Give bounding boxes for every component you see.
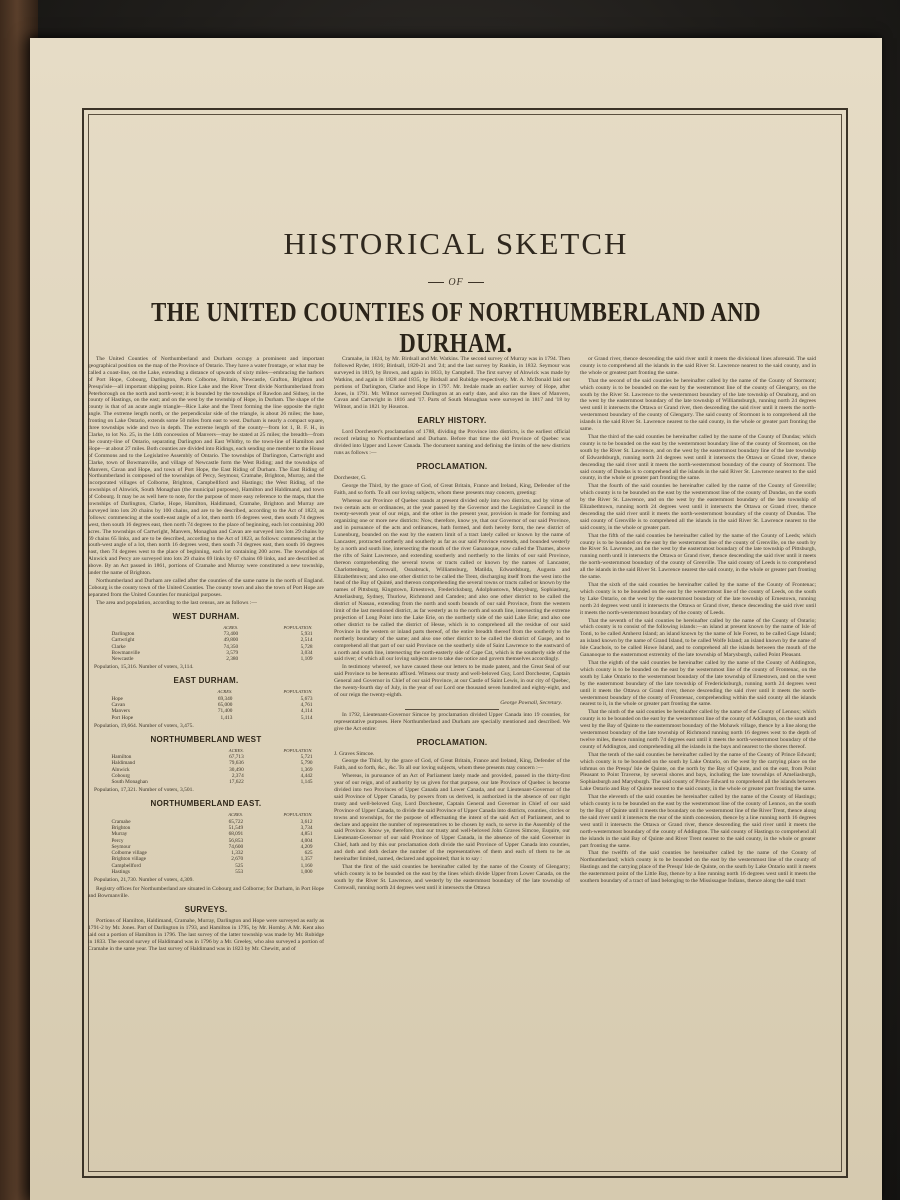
township-name: Cartwright (111, 637, 135, 644)
population-value: 5,931 (300, 630, 313, 637)
acres-value: 51,549 (228, 824, 244, 831)
population-value: 5,728 (300, 643, 313, 650)
population-value: 5,721 (300, 754, 313, 760)
acres-value: 65,722 (228, 818, 244, 825)
township-name: Murray (111, 831, 128, 838)
section-heading-west-durham: WEST DURHAM. (172, 611, 240, 621)
proclamation-signatory: Dorchester, G. (334, 474, 367, 481)
paragraph: That the tenth of the said counties be hereinafter called by the name of the County of Prince Edward; which county is to be bounded on the south by Lake Ontario, on the west by the carrying place on the isthmus on the Presqu' Isle de Quinte, on the north by the Bay of Quinte, and on the east, from Point Pleasant to Point Traverse, by several shores and bays, including the late townships of Ameliasburgh, Sophiasburgh and Marysburgh. The said county of Prince Edward to comprehend all the islands between Lake Ontario and Bay of Quinte nearest to the said county, in the whole or greater part fronting the same. (580, 751, 816, 793)
west-durham-table (97, 625, 314, 663)
township-name: Hamilton (111, 754, 132, 760)
paragraph: That the first of the said counties be hereinafter called by the name of the County of Glengarry; which county is to be bounded on the east by the lines which divide Upper from Lower Canada, on the south by the River St. Lawrence, and westerly by the easternmost boundary of the late township of Cornwall, running north 24 degrees west until it intersects the Ottawa (334, 864, 570, 891)
acres-value: 74,350 (223, 643, 239, 650)
township-name: Brighton village (111, 856, 147, 863)
population-value: 3,734 (300, 824, 313, 831)
township-name: Clarke (111, 643, 126, 650)
paragraph: That the sixth of the said counties be hereinafter called by the name of the County of Frontenac; which county is to be bounded on the east by the westernmost line of the county of Leeds, on the south by Lake Ontario, on the west by the easternmost boundary of the late township of Ernestown, running north 24 degrees west until it intersects the Ottawa or Grand river, thence descending the said river until it meets the north-westernmost boundary of the county of Leeds. (580, 582, 816, 616)
summary-line: Population, 15,316. Number of voters, 3,114. (94, 664, 194, 671)
township-name: Port Hope (111, 714, 134, 721)
section-heading-surveys: SURVEYS. (184, 905, 228, 915)
section-heading-proclamation-2: PROCLAMATION. (416, 737, 488, 747)
northumberland-east-table (97, 812, 314, 875)
paragraph: Portions of Hamilton, Haldimand, Cramahe, Murray, Darlington and Hope were surveyed as early as 1791-2 by Mr. Jones. Part of Darlington in 1793, and Hamilton in 1795, by Mr. Hornby. A Mr. Kent also laid out a portion of Hamilton in 1796. The last survey of the latter township was made by Mr. Rubidge in 1833. The second survey of Haldimand was in 1796 by a Mr. Greeley, who also surveyed a portion of Cramahe in the same year. The last survey of Haldimand was in 1823 by Mr. Chewitt, and of (88, 918, 324, 952)
population-value: 1,160 (300, 862, 313, 869)
township-name: Hope (111, 695, 123, 702)
northumberland-west-table (97, 748, 314, 786)
acres-value: 1,413 (220, 714, 233, 721)
acres-header: ACRES. (217, 689, 233, 695)
township-name: Campbellford (111, 862, 141, 869)
paragraph: That the seventh of the said counties be hereinafter called by the name of the County of Ontario; which county is to consist of the following islands:—an island at present known by the name of Isle of Tonti, to be called Amherst Island; an island known by the name of Isle Forest, to be called Gage Island; an island known by the name of Grand Island, to be called Wolfe Island; an island known by the name of Isle Cauchois, to be called Howe Island, and to comprehend all the islands between the mouth of the Gananoque to the easternmost extremity of the late township of Marysburgh, called Point Pleasant. (580, 617, 816, 659)
township-name: Percy (111, 837, 124, 844)
table-row (97, 869, 314, 875)
township-name: Bowmanville (111, 649, 140, 656)
section-heading-northumberland-west: NORTHUMBERLAND WEST (150, 734, 262, 744)
paragraph: That the third of the said counties be hereinafter called by the name of the County of Dundas; which county is to be bounded on the east by the westernmost boundary line of the county of Stormont, on the south by the River St. Lawrence, and on the west by the easternmost boundary line of the late township of Edwardsburgh, running north 24 degrees west until it intersects the Ottawa or Grand river, thence descending the said river until it meets the north-westernmost boundary of the county of Stormont. The said county of Dundas is to comprehend all the islands in the said River St. Lawrence nearest to the said county, in the whole or greater part fronting the same. (580, 433, 816, 482)
population-header: POPULATION. (283, 812, 313, 818)
summary-line: Population, 17,321. Number of voters, 3,501. (94, 787, 194, 794)
population-value: 2,514 (300, 637, 313, 644)
summary-line: Population, 21,730. Number of voters, 4,309. (94, 877, 194, 884)
acres-value: 2,380 (226, 656, 239, 663)
population-value: 1,000 (300, 869, 313, 876)
section-heading-northumberland-east: NORTHUMBERLAND EAST. (150, 799, 262, 809)
township-name: Alnwick (111, 766, 130, 773)
proclamation-signature: George Pownall, Secretary. (500, 699, 562, 706)
acres-value: 49,800 (223, 637, 239, 644)
acres-value: 67,713 (229, 754, 244, 760)
table-row (97, 656, 314, 662)
population-value: 625 (304, 850, 313, 857)
page-title: HISTORICAL SKETCH (283, 226, 629, 261)
acres-value: 1,332 (231, 850, 244, 857)
paragraph: That the twelfth of the said counties be hereinafter called by the name of the County of Northumberland; which county is to be bounded on the east by the westernmost line of the county of Hastings and the carrying place of the Presqu' Isle de Quinte, on the south by Lake Ontario until it meets the easternmost point of the Little Bay, thence by a line running north 16 degrees west until it meets the southern boundary of a tract of land belonging to the Mississague Indians, thence along the said tract (580, 850, 816, 885)
east-durham-table (97, 689, 314, 720)
township-name: Darlington (111, 630, 135, 637)
township-name: Seymour (111, 843, 131, 850)
paragraph: That the second of the said counties be hereinafter called by the name of the County of Stormont; which county is to be bounded on the east by the westernmost line of the county of Glengarry, on the south by the River St. Lawrence to the westernmost boundary of the late township of Osnaburg, and on the west by the easternmost boundary of the late township of Williamsburgh, running north 24 degrees west until it intersects the Ottawa or Grand river, then descending the said river until it meets the north-westernmost boundary of the county of Glengarry. The said county of Stormont is to comprehend all the islands in the said River St. Lawrence nearest to the said county, in the whole or greater part fronting the same. (580, 377, 816, 433)
title-of-text: OF (448, 277, 464, 288)
section-heading-proclamation: PROCLAMATION. (416, 461, 488, 471)
paragraph: That the eighth of the said counties be hereinafter called by the name of the County of Addington, which county is to be bounded on the east by the westernmost line of the county of Frontenac, on the south by Lake Ontario to the westernmost boundary of the late township of Ernestown, and on the west by the easternmost boundary of the late township of Fredericksburgh, running north 24 degrees west until it meets the Ottawa or Grand river, thence descending the said river until it meets the north-westernmost boundary of the county of Frontenac, comprehending within the said county all the islands nearest to it, in the whole or greater part fronting the same. (580, 659, 816, 708)
paragraph: In 1792, Lieutenant-Governor Simcoe by proclamation divided Upper Canada into 19 counties, for representative purposes. Here Northumberland and Durham are specially mentioned and described. We give the Act entire: (334, 711, 570, 732)
acres-value: 553 (235, 869, 244, 876)
acres-value: 74,600 (228, 843, 244, 850)
acres-value: 17,622 (229, 779, 244, 786)
population-value: 4,851 (300, 831, 313, 838)
population-value: 4,209 (300, 843, 313, 850)
section-heading-east-durham: EAST DURHAM. (173, 676, 239, 686)
paragraph: That the ninth of the said counties be hereinafter called by the name of the County of Lennox; which county is to be bounded on the east by the westernmost line of the county of Addington, on the south and west by the Bay of Quinte to the easternmost boundary of the Mohawk village, thence by a line along the westernmost boundary of the late township of Richmond running north 16 degrees west to the depth of twelve miles, thence running north 74 degrees east until it meets the north-westernmost boundary of the county of Addington, and comprehending all the islands in the bays and nearest to the shores thereof. (580, 709, 816, 750)
paragraph: Whereas, in pursuance of an Act of Parliament lately made and provided, passed in the thirty-first year of our reign, and of authority by us given for that purpose, our late Province of Quebec is become divided into two Provinces of Upper Canada and Lower Canada, and our Lieutenant-Governor of the said Province of Upper Canada, by powers from us derived, is authorized in the absence of our right trusty and well-beloved Guy, Lord Dorchester, Captain General and Governor in Chief of our said Province of Upper Canada, to divide the said Province of Upper Canada into districts, counties, circles or towns and townships, for the purpose of effectuating the intent of the said Act of Parliament, and to declare and appoint the number of representatives to be chosen by each, to serve in the Assembly of the said Province. Know ye, therefore, that our trusty and well-beloved John Graves Simcoe, Esquire, our Lieutenant-Governor of our said Province of Upper Canada, in the absence of the said Governor in Chief, hath and by this our proclamation doth divide the said Province of Upper Canada into counties, and doth and doth declare the number of the representatives of them and each of them to be as hereinafter limited, named, declared and appointed; that is to say : (334, 773, 570, 863)
township-name: Brighton (111, 824, 131, 831)
section-heading-early-history: EARLY HISTORY. (417, 416, 487, 426)
population-header: POPULATION. (283, 624, 313, 630)
text-column-2 (334, 356, 570, 1166)
population-header: POPULATION. (283, 689, 313, 695)
paragraph: Lord Dorchester's proclamation of 1788, dividing the Province into districts, is the earliest official record relating to Northumberland and Durham. Before that time the old Province of Quebec was divided into Upper and Lower Canada. The document naming and defining the limits of the new districts runs as follows :— (334, 429, 570, 456)
text-column-3 (580, 356, 816, 1166)
township-name: Hastings (111, 869, 130, 876)
proclamation-signatory: J. Graves Simcoe. (334, 750, 375, 757)
population-value: 1,145 (300, 779, 313, 786)
township-name: Cavan (111, 701, 125, 708)
paragraph: George the Third, by the grace of God, of Great Britain, France and Ireland, King, Defender of the Faith, and so forth. To all our loving subjects, whom these presents may concern, greeting: (334, 482, 570, 496)
acres-value: 71,400 (217, 708, 233, 715)
acres-value: 56,853 (228, 837, 244, 844)
township-name: Newcastle (111, 656, 134, 663)
population-value: 5,114 (300, 714, 313, 721)
acres-value: 65,000 (217, 701, 233, 708)
summary-line: Population, 19,664. Number of voters, 3,475. (94, 722, 194, 729)
population-value: 4,114 (300, 708, 313, 715)
text-column-1 (88, 356, 324, 1166)
population-value: 1,369 (300, 766, 313, 773)
title-of-separator (30, 277, 882, 288)
atlas-page (30, 38, 882, 1200)
paragraph: Whereas our Province of Quebec stands at present divided only into two districts, and by virtue of two certain acts or ordinances, at the year passed by the Governor and the Legislative Council in the twenty-seventh year of our reign, and the other in the present year, provision is made for forming and organizing one or more new districts: Now, therefore, know ye, that our Governor of our said Province, and in pursuance of the acts and ordinances, hath formed, and doth hereby form, the new district of Lunenburg, bounded on the east by the eastern limit of a tract lately called or known by the name of Lancaster, protracted northerly and southerly as far as our said Province extends, and bounded westerly by a north and south line, intersecting the mouth of the river Gananoque, now called the Thames, above the rifts of Saint Lawrence, and extending southerly and northerly to the limits of our said Province, thereon comprehending the several towns or tracts called or known by the names of Lancaster, Charlottenburg, Cornwall, Osnabruck, Williamsburg, Matilda, Edwardsburg, Augusta and Elizabethtown; and also one other district to be called the Trent, discharging itself from the west into the head of the Bay of Quinté, and thereon comprehending the several towns or tracts called or known by the names of Pittsburg, Kingstown, Ernestown, Fredericksburg, Adolphustown, Marysburg, Sophiasburg, Ameliasburg, Sydney, Thurlow, Richmond and Camden; and also one other district to be called the district of Nassau, extending from the north and south bounds of our said Province, from the western limit of the last mentioned district, as far westerly as to the north and south line, intersecting the extreme projection of Long Point into the Lake Erie, on the northerly side of the said Lake Erie; and also one other district to be called the district of Hesse, which is to comprehend all the residue of our said Province in the western or inland parts thereof, of the entire breadth thereof from the southerly to the northerly boundary of the same; and also one other district to be called the district of Gaspe, and to comprehend all that part of our said Province on the southerly side of Saint Lawrence to the eastward of a north and south line, intersecting the north-easterly side of Cape Cat, which is the southerly side of the said river; of which all our loving subjects are to take due notice and govern themselves accordingly. (334, 497, 570, 663)
acres-value: 2,374 (231, 772, 244, 779)
population-value: 1,109 (300, 656, 313, 663)
page-subtitle: THE UNITED COUNTIES OF NORTHUMBERLAND AND DURHAM. (151, 297, 761, 358)
acres-value: 69,340 (217, 695, 233, 702)
paragraph: That the eleventh of the said counties be hereinafter called by the name of the County of Hastings; which county is to be bounded on the east by the westernmost line of the county of Lennox, on the south by the Bay of Quinte until it meets the boundary on the westernmost line of the River Trent, thence along the said river until it intersects the rear of the ninth concession, thence by a line running north 16 degrees west until it intersects the Ottawa or Grand river, thence descending the said river until it meets the north-westernmost boundary of the county of Addington. The said county of Hastings to comprehend all the islands in the said Bay of Quinte and River Trent nearest to the said county, in the whole or greater part fronting the same. (580, 794, 816, 849)
acres-value: 79,636 (229, 760, 244, 767)
population-value: 3,612 (300, 818, 313, 825)
township-name: Cobourg (111, 772, 130, 779)
acres-value: 73,400 (223, 630, 239, 637)
population-value: 5,673 (300, 695, 313, 702)
population-value: 4,442 (300, 772, 313, 779)
acres-header: ACRES. (228, 812, 244, 818)
population-value: 3,034 (300, 649, 313, 656)
divider (405, 709, 499, 710)
acres-value: 68,091 (228, 831, 244, 838)
acres-value: 30,490 (229, 766, 244, 773)
population-value: 1,357 (300, 856, 313, 863)
township-name: South Monaghan (111, 779, 148, 786)
population-value: 4,761 (300, 701, 313, 708)
acres-header: ACRES. (223, 624, 239, 630)
acres-header: ACRES. (228, 747, 244, 753)
township-name: Manvers (111, 708, 130, 715)
paragraph: George the Third, by the grace of God, of Great Britain, France and Ireland, King, Defender of the Faith, and so forth, &c., &c. To all our loving subjects, whom these presents may concern :— (334, 758, 570, 772)
paragraph: That the fourth of the said counties be hereinafter called by the name of the County of Grenville; which county is to be bounded on the east by the westernmost line of the county of Dundas, on the south by the River St. Lawrence, and on the west by the easternmost boundary of the late township of Elizabethtown, running north 24 degrees west until it intersects the Ottawa or Grand river, thence descending the said river until it meets the north-westernmost boundary of the county of Dundas. The said county of Grenville is to comprehend all the islands in the said River St. Lawrence nearest to the said county, in the whole or greater part. (580, 483, 816, 531)
acres-value: 3,579 (226, 649, 239, 656)
table-row (97, 715, 314, 721)
population-value: 4,004 (300, 837, 313, 844)
acres-value: 525 (235, 862, 244, 869)
township-name: Colborne village (111, 850, 147, 857)
township-name: Cramahe (111, 818, 131, 825)
paragraph: The area and population, according to the last census, are as follows :— (96, 599, 257, 606)
paragraph: Registry offices for Northumberland are situated in Cobourg and Colborne; for Durham, in Port Hope and Bowmanville. (88, 886, 324, 900)
paragraph: Northumberland and Durham are called after the counties of the same name in the north of England. Cobourg is the county town of the United Counties. The county town and also the town of Port Hope are separated from the United Counties for municipal purposes. (88, 578, 324, 598)
table-row (97, 779, 314, 785)
acres-value: 2,670 (231, 856, 244, 863)
paragraph: That the fifth of the said counties be hereinafter called by the name of the County of Leeds; which county is to be bounded on the east by the westernmost line of the county of Grenville, on the south by the River St. Lawrence, and on the west by the easternmost boundary of the late township of Pittsburgh, running north until it intersects the Ottawa or Grand river, thence descending the said river until it meets the north-westernmost boundary of the county of Grenville. The said county of Leeds is to comprehend all the islands in the said River St. Lawrence nearest the said county, in the whole or greater part fronting the same. (580, 532, 816, 581)
paragraph: In testimony whereof, we have caused these our letters to be made patent, and the Great Seal of our said Province to be hereunto affixed. Witness our trusty and well-beloved Guy, Lord Dorchester, Captain General and Governor in Chief of our said Province, at our Castle of Saint Lewis, in our city of Quebec, the twenty-fourth day of July, in the year of our Lord one thousand seven hundred and eighty-eight, and of our reign the twenty-eighth. (334, 664, 570, 698)
population-value: 5,790 (300, 760, 313, 767)
population-header: POPULATION. (283, 747, 313, 753)
township-name: Haldimand (111, 760, 135, 767)
paragraph: Cramahe, in 1824, by Mr. Birdsall and Mr. Watkins. The second survey of Murray was in 1794. Then followed Ryder, 1816; Birdsall, 1820-21 and '24; and the last survey by Rankin, in 1832. Seymour was surveyed in 1819, by Brown, and again in 1833, by Campbell. The first survey of Alnwick was made by Watkins, and again in 1828 and 1835, by Birdsall and Rubidge respectively. Mr. A. McDonald laid out portions of Darlington, Clarke and Hope in 1797. Mr. Iredale made an earlier survey of Hope, after Jones, in 1791. Mr. Wilmot surveyed Darlington at an early date, and also ran the lines of Manvers, Cavan and Cartwright in 1816 and '17. Parts of South Monaghan were surveyed in 1817 and '18 by Wilmot, and in 1821 by Houston. (334, 356, 570, 411)
intro-paragraph: The United Counties of Northumberland and Durham occupy a prominent and important geographical position on the map of the Province of Ontario. They have a water frontage, or what may be called a coast-line, on the Lake, extending a distance of upwards of sixty miles—embracing the harbors of Port Hope, Cobourg, Darlington, Ports Colborne, Britain, Newcastle, Grafton, Brighton and Presqu'isle—all important shipping points. Rice Lake and the River Trent divide Northumberland from Peterborough on the north and north-west; it is bounded by the townships of Rawdon and Sidney, in the county of Hastings, on the east; and on the west by the township of Hope, in Durham. The shape of the county is that of an acute angle triangle—Rice Lake and the Trent forming the line opposite the right angle. The extreme length north, or the perpendicular side of the triangle, is about 26 miles; the base, fronting on Lake Ontario, extends some 50 miles from east to west. Durham is nearly a compact square, three townships wide and two in depth. The extreme length of the county—from lot 1, B. F. H., in Clarke, to lot No. 25, in the 14th concession of Manvers—may be stated at 25 miles; the breadth—from the county-line of Ontario, separating Darlington and East Whitby, to the town-line of Hamilton and Hope—at about 27 miles. Both counties are divided into Ridings, each sending one member to the House of Commons and to the Legislative Assembly of Ontario. The townships of Darlington, Cartwright and Clarke, town of Bowmanville, and village of Newcastle form the West Riding; and the townships of Manvers, Cavan and Hope, and town of Port Hope, the East Riding of Durham. The East Riding of Northumberland is composed of the townships of Percy, Seymour, Cramahe, Brighton, Murray, and the incorporated villages of Colborne, Brighton, Campbellford and Hastings; the West Riding, of the townships of Alnwick, South Monaghan (the municipal purposes), Hamilton and Haldimand, and town of Cobourg. It may be as well here to note, for the purpose of more easy reference to the maps, that the townships of Darlington, Clarke, Hope, Hamilton, Haldimand, Cramahe, Brighton and Murray are surveyed into lots 20 chains by 100 chains, and are to be described, according to the Act of 1823, as follows: commencing at the south-east angle of a lot, then north 16 degrees west, then south 74 degrees west, then south 16 degrees east, then north 74 degrees to the place of beginning, each lot containing 200 acres. The townships of Cartwright, Manvers, Monaghan and Cavan are surveyed into lots 29 chains by 69 chains 65 links, and are to be described, according to the Act of 1823, as follows: commencing at the south-west angle of a lot, then north 16 degrees west, then south 74 degrees east, then south 16 degrees east, then 74 degrees west to the place of beginning, each lot containing 200 acres. The townships of Alnwick and Percy are surveyed into lots 29 chains 69 links by 67 chains 69 links, and are described as above. By an Act passed in 1861, portions of Cramahe and Murray were constituted a new township, under the name of Brighton. (88, 356, 324, 577)
paragraph: or Grand river, thence descending the said river until it meets the divisional lines aforesaid. The said county is to comprehend all the islands in the said River St. Lawrence nearest to the said county, and in the whole or greatest part fronting the same. (580, 356, 816, 376)
